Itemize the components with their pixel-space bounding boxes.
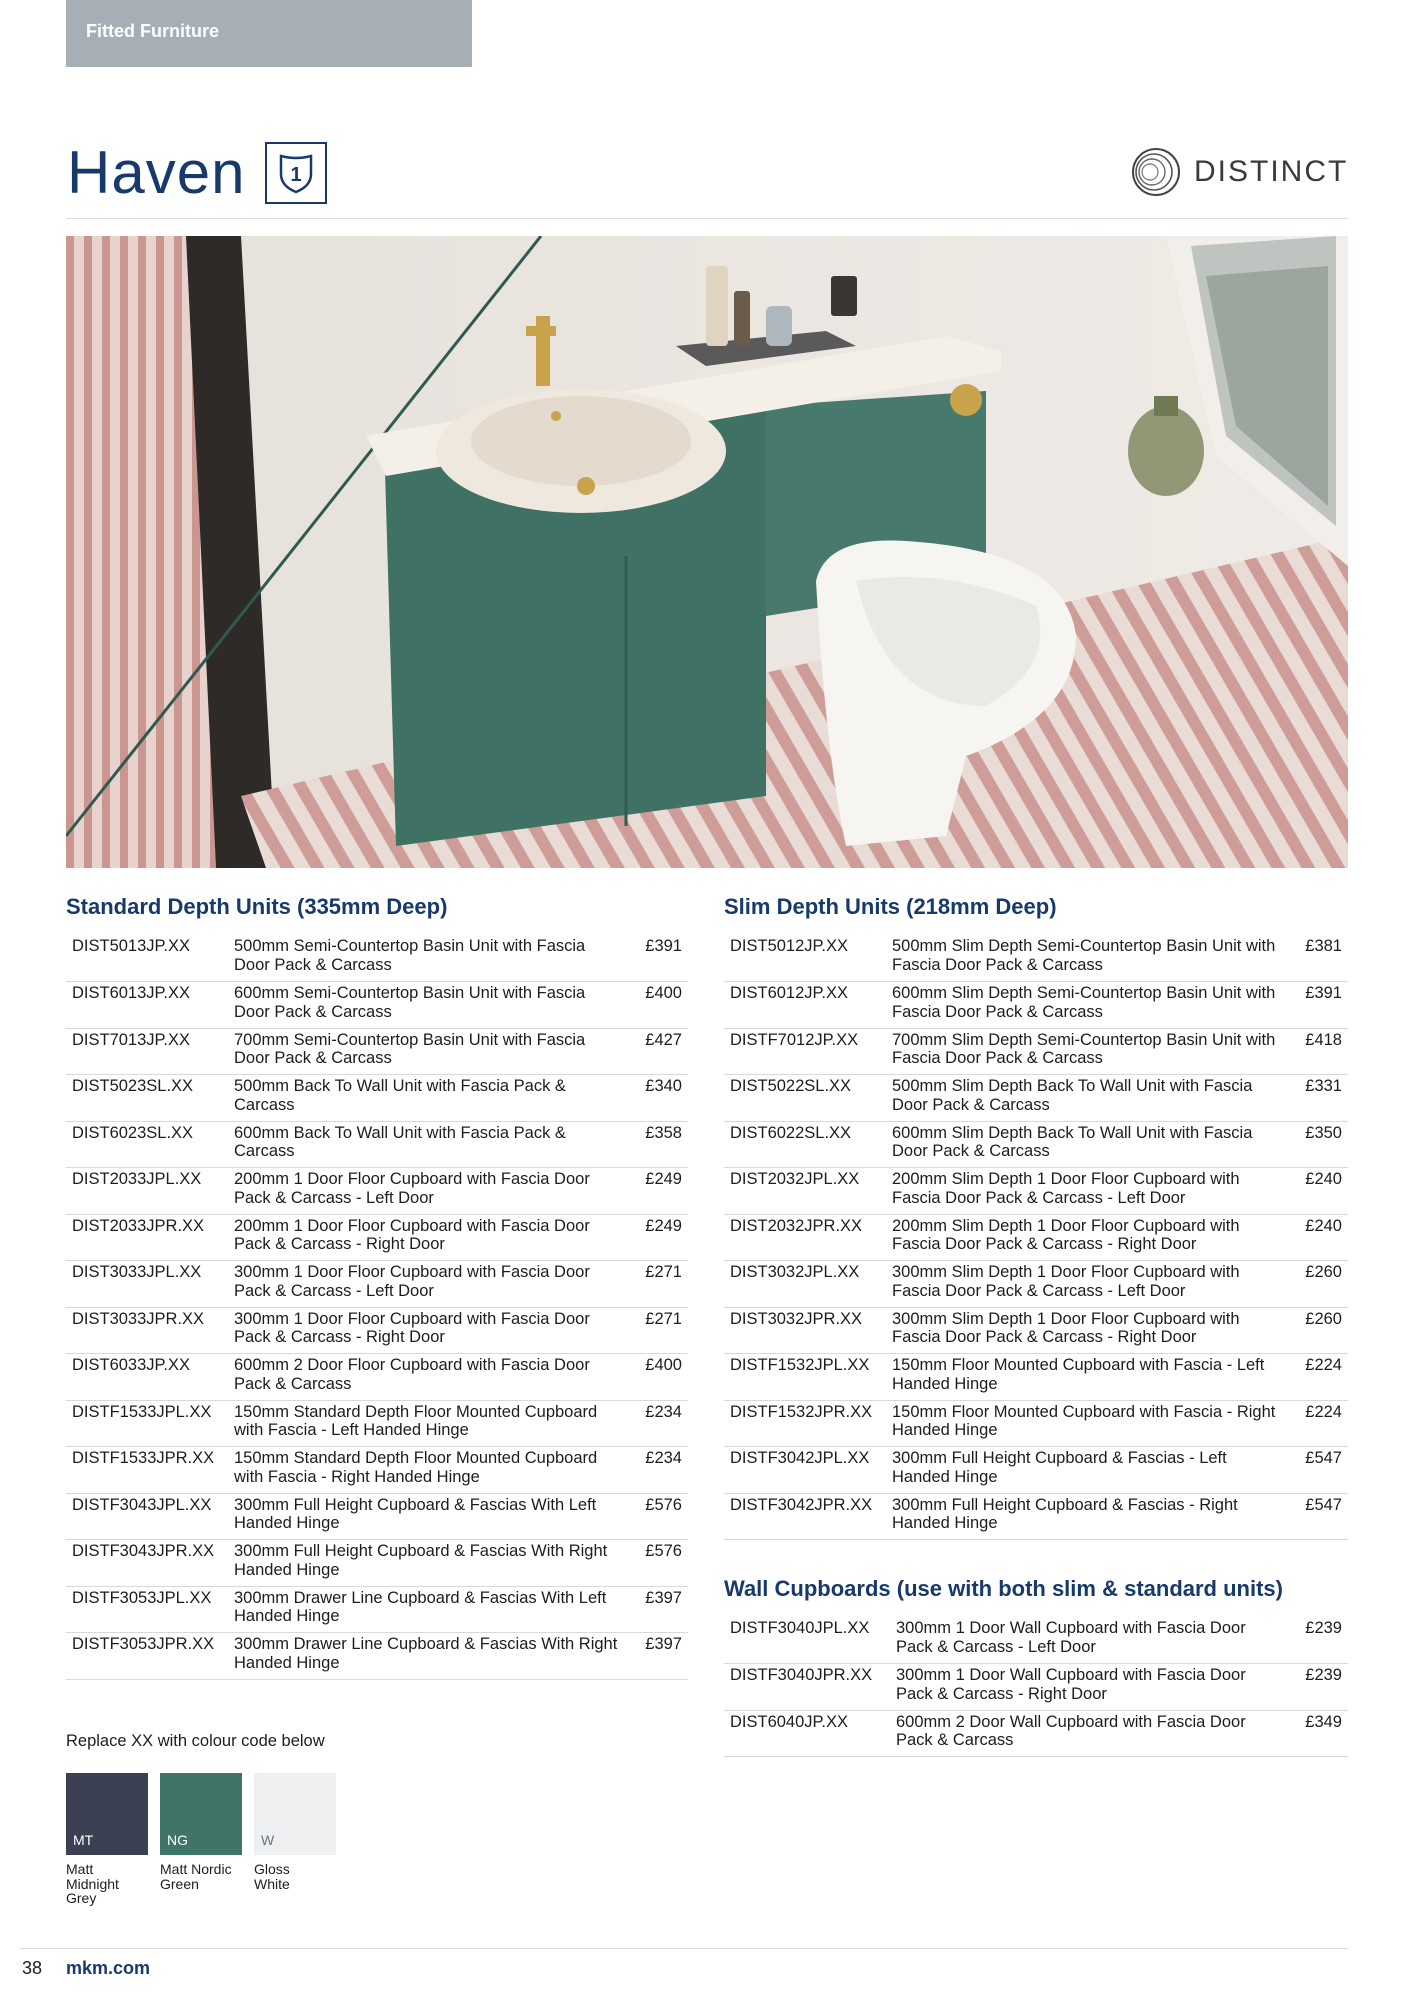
swatch-code: MT (73, 1832, 94, 1848)
product-price: £400 (645, 984, 682, 1002)
footer-divider (20, 1948, 1348, 1949)
product-price: £400 (645, 1356, 682, 1374)
product-price: £340 (645, 1077, 682, 1095)
product-row (66, 1493, 688, 1540)
product-description: 500mm Back To Wall Unit with Fascia Pack & Carcass (234, 1077, 566, 1114)
wall-cupboards-table (724, 1617, 1348, 1757)
product-row (66, 1028, 688, 1075)
standard-units-heading: Standard Depth Units (335mm Deep) (66, 894, 448, 919)
product-price: £234 (645, 1449, 682, 1467)
product-code: DIST2033JPR.XX (72, 1216, 205, 1235)
product-price: £240 (1305, 1170, 1342, 1188)
product-price: £381 (1305, 937, 1342, 955)
site-link[interactable]: mkm.com (66, 1958, 151, 1978)
product-description: 600mm Semi-Countertop Basin Unit with Fascia Door Pack & Carcass (234, 984, 586, 1021)
product-price: £260 (1305, 1309, 1342, 1328)
product-code: DISTF3053JPL.XX (72, 1588, 212, 1607)
swatch-name-line: Matt Nordic (160, 1861, 232, 1877)
product-row (724, 1710, 1348, 1757)
product-row (724, 1400, 1348, 1447)
product-row (724, 1617, 1348, 1664)
product-row (724, 1447, 1348, 1494)
product-code: DIST3032JPR.XX (730, 1309, 863, 1328)
product-price: £427 (645, 1030, 682, 1049)
product-description: 600mm 2 Door Floor Cupboard with Fascia Door Pack & Carcass (234, 1356, 590, 1393)
product-price: £260 (1305, 1263, 1342, 1281)
product-code: DISTF3043JPL.XX (72, 1495, 212, 1514)
product-description: 600mm 2 Door Wall Cupboard with Fascia Door Pack & Carcass (896, 1712, 1246, 1749)
product-row (66, 1633, 688, 1680)
product-description: 200mm Slim Depth 1 Door Floor Cupboard with Fascia Door Pack & Carcass - Left Door (892, 1170, 1240, 1207)
product-code: DISTF3040JPR.XX (730, 1666, 873, 1684)
product-price: £397 (645, 1635, 682, 1653)
product-row (724, 1168, 1348, 1215)
shield-icon (267, 144, 325, 202)
slim-units-table (724, 935, 1348, 1540)
product-code: DISTF3043JPR.XX (72, 1542, 215, 1560)
product-price: £239 (1305, 1619, 1342, 1637)
product-code: DIST6012JP.XX (730, 984, 849, 1002)
product-price: £391 (1305, 984, 1342, 1002)
product-row (66, 1075, 688, 1122)
product-code: DIST6013JP.XX (72, 984, 191, 1002)
product-code: DIST3032JPL.XX (730, 1263, 860, 1281)
product-price: £271 (645, 1309, 682, 1328)
product-price: £391 (645, 937, 682, 955)
product-code: DISTF1532JPR.XX (730, 1402, 873, 1421)
colour-note: Replace XX with colour code below (66, 1732, 325, 1750)
slim-units-heading: Slim Depth Units (218mm Deep) (724, 894, 1057, 919)
product-row (66, 1586, 688, 1633)
product-price: £576 (645, 1495, 682, 1514)
product-code: DISTF1533JPR.XX (72, 1449, 215, 1467)
product-price: £547 (1305, 1495, 1342, 1514)
product-row (724, 1307, 1348, 1354)
product-row (66, 1400, 688, 1447)
product-row (66, 1168, 688, 1215)
product-description: 300mm Drawer Line Cupboard & Fascias With Right Handed Hinge (234, 1635, 618, 1672)
product-description: 150mm Floor Mounted Cupboard with Fascia - Right Handed Hinge (892, 1402, 1276, 1439)
product-price: £350 (1305, 1123, 1342, 1142)
product-code: DISTF1533JPL.XX (72, 1402, 212, 1421)
product-row (66, 1121, 688, 1168)
product-code: DIST5013JP.XX (72, 937, 191, 955)
product-code: DIST2032JPL.XX (730, 1170, 860, 1188)
product-code: DIST5022SL.XX (730, 1077, 852, 1095)
product-description: 500mm Slim Depth Back To Wall Unit with Fascia Door Pack & Carcass (892, 1077, 1253, 1114)
swatch-code: NG (167, 1832, 188, 1848)
product-price: £249 (645, 1170, 682, 1188)
product-description: 500mm Semi-Countertop Basin Unit with Fascia Door Pack & Carcass (234, 937, 586, 974)
product-price: £358 (645, 1123, 682, 1142)
standard-units-table (66, 935, 688, 1680)
page-number: 38 (22, 1958, 43, 1978)
product-code: DISTF3042JPL.XX (730, 1449, 870, 1467)
product-price: £576 (645, 1542, 682, 1560)
wall-cupboards-heading: Wall Cupboards (use with both slim & standard units) (724, 1576, 1283, 1601)
badge-number: 1 (290, 164, 302, 186)
product-price: £349 (1305, 1712, 1342, 1731)
product-code: DIST6023SL.XX (72, 1123, 194, 1142)
product-description: 300mm 1 Door Floor Cupboard with Fascia Door Pack & Carcass - Right Door (234, 1309, 590, 1346)
swatch-name-line: Gloss (254, 1861, 290, 1877)
product-row (724, 1261, 1348, 1308)
product-price: £418 (1305, 1030, 1342, 1049)
product-price: £224 (1305, 1356, 1342, 1374)
swatch-name-line: White (254, 1875, 290, 1892)
product-description: 300mm Full Height Cupboard & Fascias With Left Handed Hinge (234, 1495, 597, 1532)
product-description: 150mm Standard Depth Floor Mounted Cupboard with Fascia - Left Handed Hinge (234, 1402, 598, 1439)
header-divider (66, 218, 1348, 219)
product-price: £224 (1305, 1402, 1342, 1421)
product-price: £397 (645, 1588, 682, 1607)
product-row (724, 1493, 1348, 1540)
product-code: DISTF7012JP.XX (730, 1030, 859, 1049)
product-row (724, 1028, 1348, 1075)
product-description: 600mm Slim Depth Semi-Countertop Basin Unit with Fascia Door Pack & Carcass (892, 984, 1276, 1021)
product-price: £240 (1305, 1216, 1342, 1235)
product-code: DIST3033JPL.XX (72, 1263, 202, 1281)
product-description: 300mm Slim Depth 1 Door Floor Cupboard with Fascia Door Pack & Carcass - Left Door (892, 1263, 1240, 1300)
product-row (66, 935, 688, 982)
swatch-name-gloss-white (254, 1862, 344, 1891)
product-row (66, 1540, 688, 1587)
product-description: 300mm 1 Door Floor Cupboard with Fascia Door Pack & Carcass - Left Door (234, 1263, 590, 1300)
product-price: £271 (645, 1263, 682, 1281)
product-description: 150mm Floor Mounted Cupboard with Fascia - Left Handed Hinge (892, 1356, 1265, 1393)
product-code: DISTF3042JPR.XX (730, 1495, 873, 1514)
product-description: 300mm Slim Depth 1 Door Floor Cupboard with Fascia Door Pack & Carcass - Right Door (892, 1309, 1240, 1346)
product-description: 300mm Full Height Cupboard & Fascias - Right Handed Hinge (892, 1495, 1238, 1532)
product-row (66, 1354, 688, 1401)
product-code: DIST2032JPR.XX (730, 1216, 863, 1235)
product-row (66, 982, 688, 1029)
product-description: 200mm 1 Door Floor Cupboard with Fascia Door Pack & Carcass - Left Door (234, 1170, 590, 1207)
section-tab: Fitted Furniture (66, 0, 472, 67)
product-description: 300mm 1 Door Wall Cupboard with Fascia Door Pack & Carcass - Left Door (896, 1619, 1246, 1656)
product-code: DISTF1532JPL.XX (730, 1356, 870, 1374)
product-code: DIST6022SL.XX (730, 1123, 852, 1142)
swatch-name-line: Matt (66, 1861, 94, 1877)
swatch-name-nordic-green (160, 1862, 250, 1891)
product-description: 300mm Drawer Line Cupboard & Fascias With Left Handed Hinge (234, 1588, 607, 1625)
product-description: 700mm Slim Depth Semi-Countertop Basin Unit with Fascia Door Pack & Carcass (892, 1030, 1276, 1067)
swatch-nordic-green (160, 1773, 242, 1855)
product-row (724, 1354, 1348, 1401)
product-price: £331 (1305, 1077, 1342, 1095)
product-row (66, 1307, 688, 1354)
product-code: DIST6033JP.XX (72, 1356, 191, 1374)
swatch-name-line: Green (160, 1875, 199, 1892)
product-row (724, 1664, 1348, 1711)
product-code: DISTF3040JPL.XX (730, 1619, 870, 1637)
product-row (66, 1261, 688, 1308)
product-description: 150mm Standard Depth Floor Mounted Cupboard with Fascia - Right Handed Hinge (234, 1449, 598, 1486)
swatch-name-line: Grey (66, 1890, 97, 1906)
tier-badge (265, 142, 327, 204)
brand-logo (1130, 146, 1348, 198)
product-description: 600mm Back To Wall Unit with Fascia Pack & Carcass (234, 1123, 566, 1160)
product-description: 500mm Slim Depth Semi-Countertop Basin Unit with Fascia Door Pack & Carcass (892, 937, 1276, 974)
product-description: 300mm Full Height Cupboard & Fascias With Right Handed Hinge (234, 1542, 608, 1579)
product-code: DIST5023SL.XX (72, 1077, 194, 1095)
product-price: £239 (1305, 1666, 1342, 1684)
product-photo (66, 236, 1348, 868)
page-title: Haven (67, 139, 246, 206)
product-code: DIST3033JPR.XX (72, 1309, 205, 1328)
swatch-name-line: Midnight (66, 1875, 119, 1892)
swatch-gloss-white (254, 1773, 336, 1855)
product-row (66, 1447, 688, 1494)
product-row (66, 1214, 688, 1261)
product-row (724, 1214, 1348, 1261)
product-price: £234 (645, 1402, 682, 1421)
product-description: 300mm 1 Door Wall Cupboard with Fascia Door Pack & Carcass - Right Door (896, 1666, 1246, 1703)
product-code: DIST7013JP.XX (72, 1030, 191, 1049)
product-code: DIST2033JPL.XX (72, 1170, 202, 1188)
product-row (724, 935, 1348, 982)
product-row (724, 1121, 1348, 1168)
distinct-logo-icon (1130, 146, 1182, 198)
product-description: 600mm Slim Depth Back To Wall Unit with Fascia Door Pack & Carcass (892, 1123, 1253, 1160)
swatch-midnight-grey (66, 1773, 148, 1855)
product-row (724, 1075, 1348, 1122)
swatch-code: W (261, 1832, 275, 1848)
product-description: 200mm 1 Door Floor Cupboard with Fascia Door Pack & Carcass - Right Door (234, 1216, 590, 1253)
swatch-name-midnight-grey (66, 1862, 156, 1906)
brand-name: DISTINCT (1194, 155, 1349, 188)
product-code: DIST5012JP.XX (730, 937, 849, 955)
product-code: DISTF3053JPR.XX (72, 1635, 215, 1653)
product-description: 200mm Slim Depth 1 Door Floor Cupboard with Fascia Door Pack & Carcass - Right Door (892, 1216, 1240, 1253)
product-row (724, 982, 1348, 1029)
product-code: DIST6040JP.XX (730, 1712, 849, 1731)
product-price: £547 (1305, 1449, 1342, 1467)
product-description: 300mm Full Height Cupboard & Fascias - Left Handed Hinge (892, 1449, 1227, 1486)
product-description: 700mm Semi-Countertop Basin Unit with Fascia Door Pack & Carcass (234, 1030, 586, 1067)
product-price: £249 (645, 1216, 682, 1235)
